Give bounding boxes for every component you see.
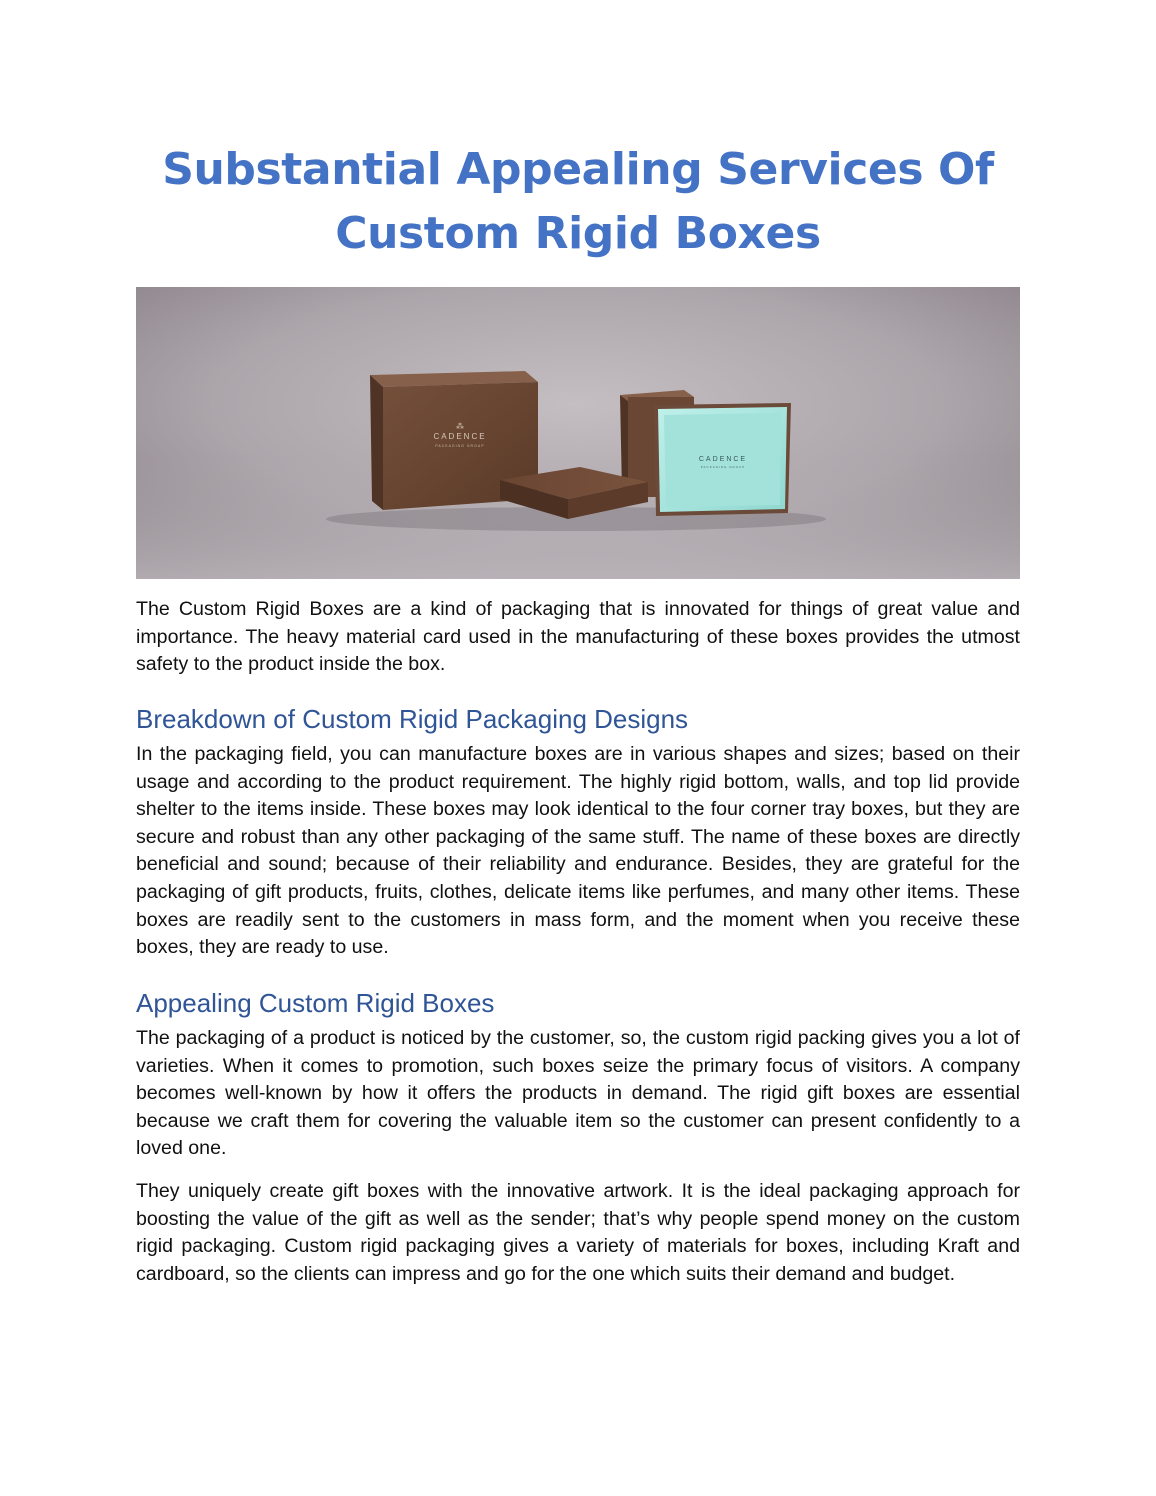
intro-paragraph: The Custom Rigid Boxes are a kind of packaging that is innovated for things of great value and importance. The heavy material card used in the manufacturing of these boxes provides the utmost safety to the product inside the box. [136, 598, 1020, 676]
open-tray-box [654, 403, 791, 516]
tray-brand-subtext: PACKAGING GROUP [700, 465, 746, 469]
section-heading-breakdown: Breakdown of Custom Rigid Packaging Designs [136, 704, 689, 734]
section-paragraph-breakdown: In the packaging field, you can manufacture boxes are in various shapes and sizes; based on their usage and according to the product requirement. The highly rigid bottom, walls, and top lid provide shelter to the items inside. These boxes may look identical to the four corner tray boxes, but they are secure and robust than any other packaging of the same stuff. The name of these boxes are directly beneficial and sound; because of their reliability and endurance. Besides, they are grateful for the packaging of gift products, fruits, clothes, delicate items like perfumes, and many other items. These boxes are readily sent to the customers in mass form, and the moment when you receive these boxes, they are ready to use. [136, 743, 1020, 959]
box-brand-subtext: PACKAGING GROUP [435, 444, 485, 448]
brand-logo-icon: ⁂ [456, 422, 464, 431]
title-line-2: Custom Rigid Boxes [335, 208, 821, 259]
box-brand-text: CADENCE [433, 432, 487, 441]
section-paragraph-appealing-1: The packaging of a product is noticed by the customer, so, the custom rigid packing gives you a lot of varieties. When it comes to promotion, such boxes seize the primary focus of visitors. A company becomes well-known by how it offers the products in demand. The rigid gift boxes are essential because we craft them for covering the valuable item so the customer can present confidently to a loved one. [136, 1027, 1020, 1160]
product-photo [136, 287, 1020, 579]
section-paragraph-appealing-2: They uniquely create gift boxes with the innovative artwork. It is the ideal packaging approach for boosting the value of the gift as well as the sender; that’s why people spend money on the custom rigid packaging. Custom rigid packaging gives a variety of materials for boxes, including Kraft and cardboard, so the clients can impress and go for the one which suits their demand and budget. [136, 1180, 1020, 1285]
rigid-boxes-photo [136, 287, 1020, 579]
document-title [136, 138, 1020, 266]
title-line-1: Substantial Appealing Services Of [162, 144, 994, 195]
section-heading-appealing: Appealing Custom Rigid Boxes [136, 988, 495, 1018]
tray-brand-text: CADENCE [698, 456, 748, 463]
